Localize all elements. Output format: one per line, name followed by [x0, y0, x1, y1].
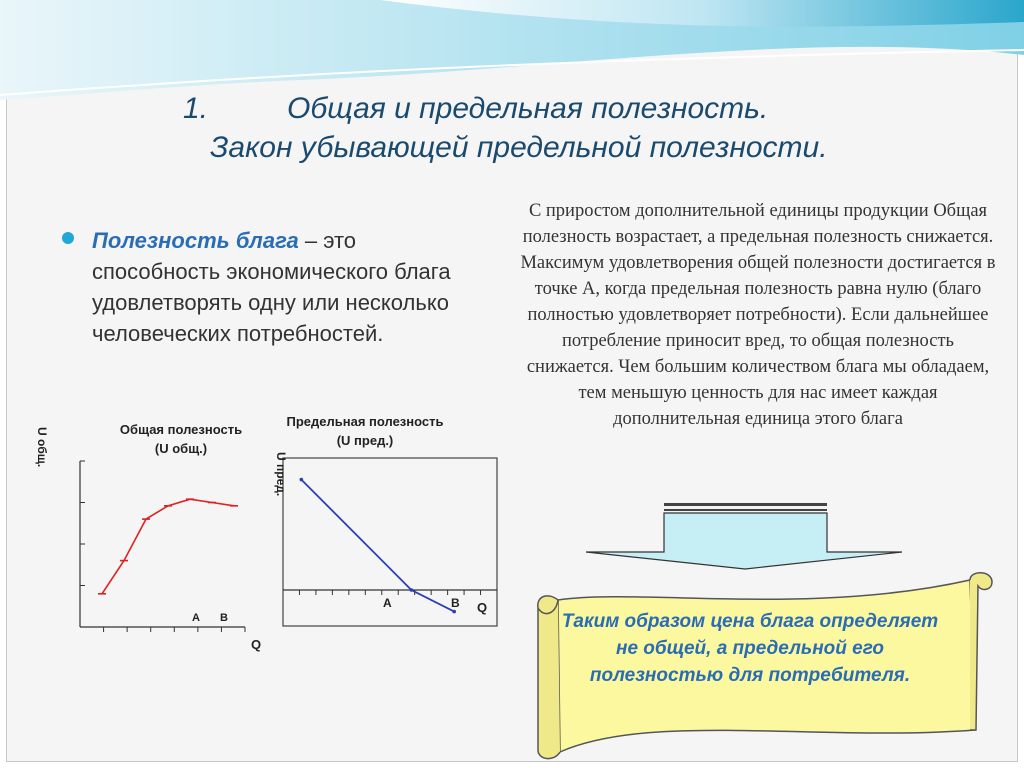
y-axis-label: U пред.	[274, 452, 288, 497]
data-point	[410, 588, 414, 592]
title-line-1: Общая и предельная полезность.	[287, 92, 769, 125]
definition	[92, 225, 482, 349]
data-point	[452, 610, 456, 614]
point-b-label: B	[220, 612, 228, 624]
arrow-body	[586, 513, 902, 569]
total-utility-title: Общая полезность	[119, 422, 243, 437]
total-utility-subtitle: (U общ.)	[154, 441, 208, 456]
explanation-text: С приростом дополнительной единицы продукции Общая полезность возрастает, а предельная полезность снижается. Максимум удовлетворения общей полезности достигается в точке А, когда предельная полезность равна нулю (благо полностью удовлетворяет потребности). Если дальнейшее потребление приносит вред, то общая полезность снижается. Чем большим количеством блага мы обладаем, тем меньшую ценность для нас имеет каждая дополнительная единица этого блага	[520, 201, 996, 429]
y-axis-label: U общ.	[35, 427, 49, 468]
down-arrow	[584, 503, 904, 575]
x-axis-label: Q	[477, 600, 488, 615]
arrow-cap-1	[664, 503, 827, 506]
scroll-right-roll	[970, 573, 992, 730]
title-line-2: Закон убывающей предельной полезности.	[210, 131, 828, 164]
data-point	[300, 478, 304, 482]
total-utility-line	[102, 499, 234, 594]
x-axis-label: Q	[251, 637, 262, 652]
bullet-icon	[62, 232, 74, 244]
point-b-label: B	[451, 596, 460, 610]
arrow-cap-2	[664, 509, 827, 511]
definition-term: Полезность блага	[92, 228, 299, 253]
marginal-utility-title: Предельная полезность	[286, 414, 444, 429]
title-number: 1.	[183, 92, 209, 125]
point-a-label: A	[192, 612, 200, 624]
scroll-left-roll	[538, 596, 560, 759]
marginal-utility-chart	[265, 450, 505, 630]
marginal-utility-subtitle: (U пред.)	[336, 433, 394, 448]
definition-text: – это способность экономического блага удовлетворять одну или несколько человеческих потребностей.	[92, 228, 451, 346]
conclusion-text: Таким образом цена блага определяет не общей, а предельной его полезностью для потребителя.	[561, 611, 939, 686]
point-a-label: A	[383, 596, 392, 610]
